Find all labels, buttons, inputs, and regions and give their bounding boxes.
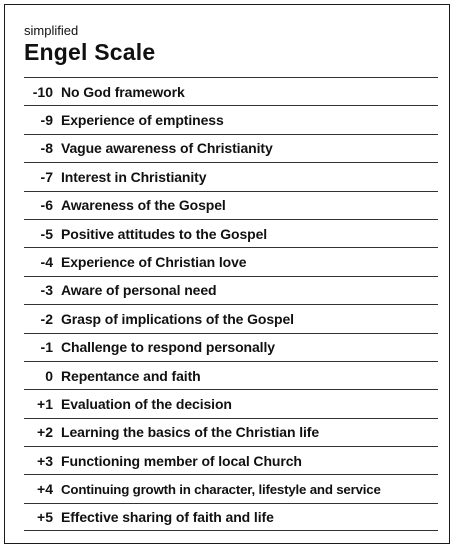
- scale-row: [24, 105, 438, 133]
- scale-label: Repentance and faith: [61, 367, 201, 384]
- scale-value: -4: [40, 254, 53, 271]
- scale-row: [24, 333, 438, 361]
- scale-label: Evaluation of the decision: [61, 395, 232, 412]
- scale-value: -3: [40, 282, 53, 299]
- scale-row: [24, 389, 438, 417]
- scale-label: Interest in Christianity: [61, 168, 207, 185]
- scale-label: Positive attitudes to the Gospel: [61, 225, 268, 242]
- subtitle: simplified: [24, 23, 79, 38]
- scale-label: Awareness of the Gospel: [61, 197, 226, 214]
- scale-row: [24, 191, 438, 219]
- scale-value: -9: [40, 112, 53, 129]
- scale-label: No God framework: [61, 83, 185, 100]
- scale-value: -8: [40, 140, 53, 157]
- scale-row: [24, 503, 438, 531]
- scale-label: Grasp of implications of the Gospel: [61, 310, 294, 327]
- scale-row: [24, 219, 438, 247]
- scale-value: -5: [40, 225, 53, 242]
- scale-row: [24, 304, 438, 332]
- scale-label: Continuing growth in character, lifestyle and service: [61, 481, 381, 497]
- scale-value: -2: [40, 310, 53, 327]
- scale-row: [24, 134, 438, 162]
- scale-value: +3: [37, 452, 53, 469]
- scale-row: [24, 474, 438, 502]
- scale-value: -10: [32, 83, 53, 100]
- scale-value: -1: [40, 339, 53, 356]
- scale-label: Experience of Christian love: [61, 254, 247, 271]
- scale-label: Challenge to respond personally: [61, 339, 275, 356]
- scale-label: Effective sharing of faith and life: [61, 509, 274, 526]
- scale-value: -6: [40, 197, 53, 214]
- page-title: Engel Scale: [24, 39, 156, 65]
- scale-row: [24, 162, 438, 190]
- scale-label: Aware of personal need: [61, 282, 217, 299]
- scale-label: Functioning member of local Church: [61, 452, 302, 469]
- scale-label: Learning the basics of the Christian life: [61, 424, 320, 441]
- scale-list: [24, 77, 438, 531]
- scale-row: [24, 361, 438, 389]
- scale-row: [24, 247, 438, 275]
- scale-row: [24, 446, 438, 474]
- scale-value: -7: [40, 168, 53, 185]
- scale-value: +5: [37, 509, 53, 526]
- scale-value: +1: [37, 395, 53, 412]
- scale-row: [24, 77, 438, 105]
- scale-value: +2: [37, 424, 53, 441]
- scale-label: Vague awareness of Christianity: [61, 140, 273, 157]
- scale-row: [24, 418, 438, 446]
- scale-value: 0: [45, 367, 53, 384]
- scale-label: Experience of emptiness: [61, 112, 224, 129]
- scale-value: +4: [37, 481, 53, 498]
- engel-scale-card: [4, 4, 450, 544]
- scale-row: [24, 276, 438, 304]
